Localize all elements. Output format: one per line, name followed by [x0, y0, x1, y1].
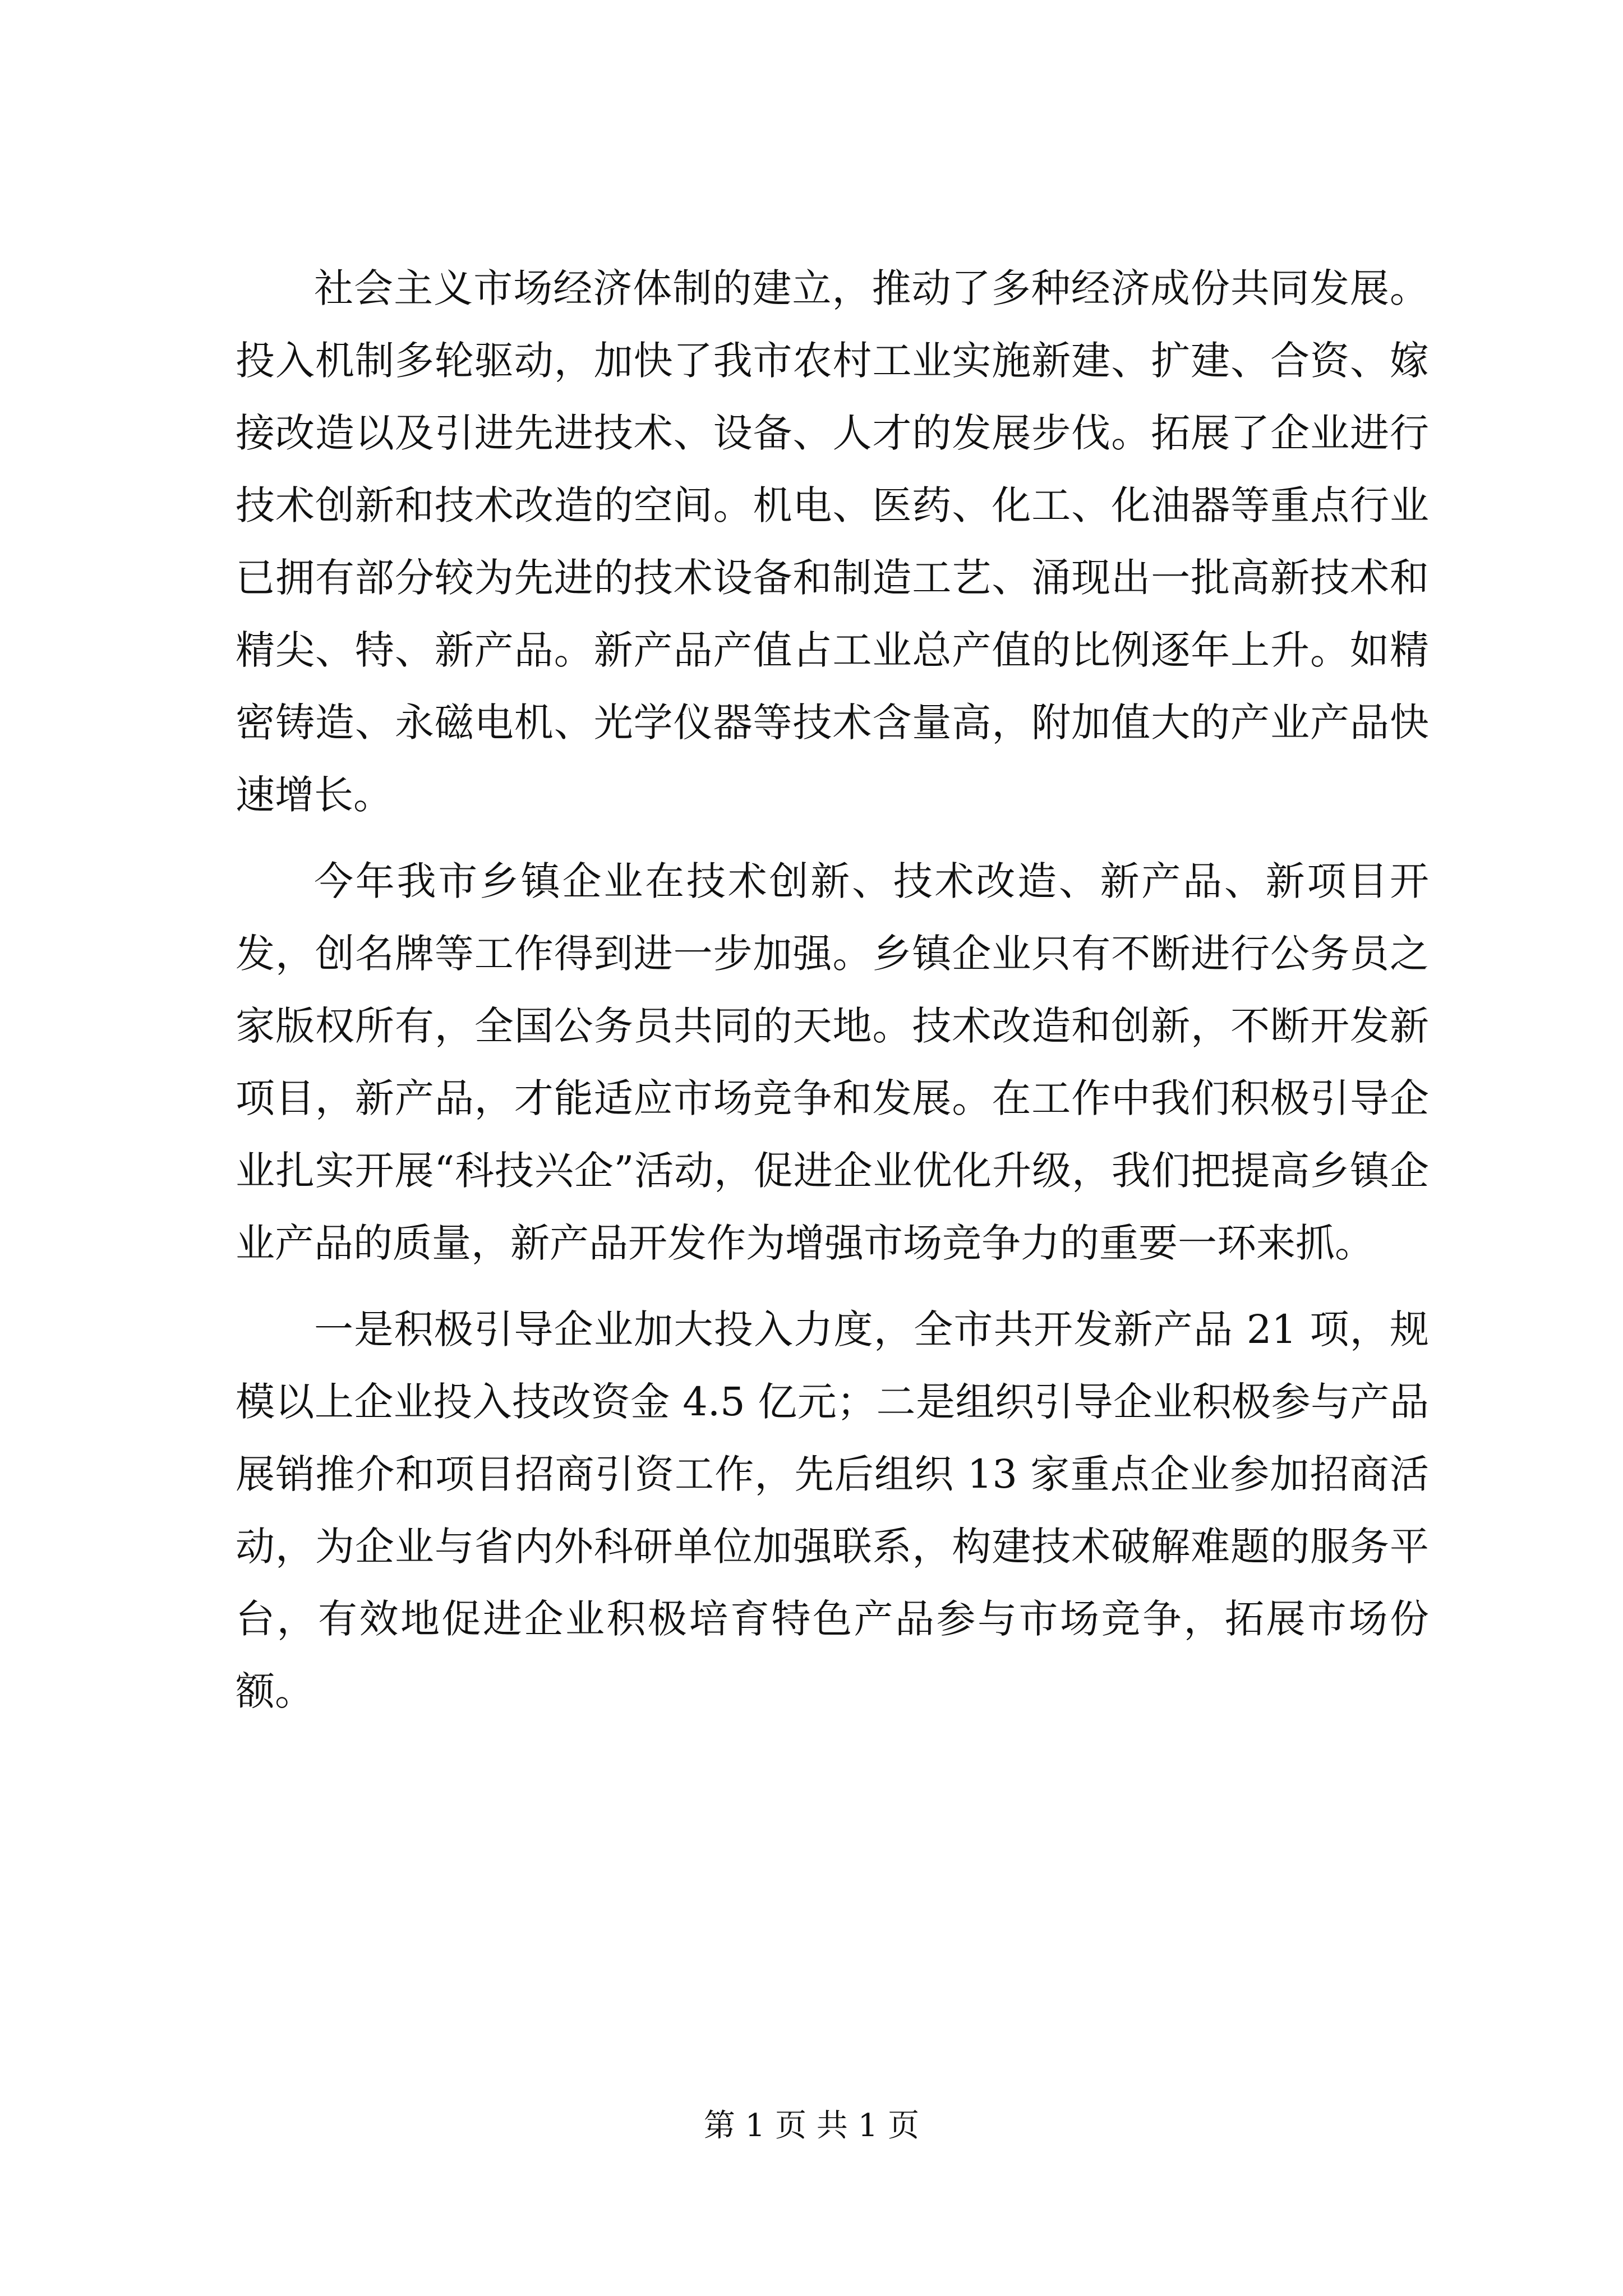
page-number-footer: 第 1 页 共 1 页 — [703, 2108, 920, 2144]
document-body — [236, 252, 1429, 1742]
paragraph-1: 社会主义市场经济体制的建立，推动了多种经济成份共同发展。投入机制多轮驱动，加快了我市农村工业实施新建、扩建、合资、嫁接改造以及引进先进技术、设备、人才的发展步伐。拓展了企业进行技术创新和技术改造的空间。机电、医药、化工、化油器等重点行业已拥有部分较为先进的技术设备和制造工艺、涌现出一批高新技术和精尖、特、新产品。新产品产值占工业总产值的比例逐年上升。如精密铸造、永磁电机、光学仪器等技术含量高，附加值大的产业产品快速增长。 — [236, 265, 1429, 818]
paragraph-2: 今年我市乡镇企业在技术创新、技术改造、新产品、新项目开发，创名牌等工作得到进一步加强。乡镇企业只有不断进行公务员之家版权所有，全国公务员共同的天地。技术改造和创新，不断开发新项目，新产品，才能适应市场竞争和发展。在工作中我们积极引导企业扎实开展“科技兴企”活动，促进企业优化升级，我们把提高乡镇企业产品的质量，新产品开发作为增强市场竞争力的重要一环来抓。 — [236, 858, 1429, 1266]
paragraph-3: 一是积极引导企业加大投入力度，全市共开发新产品 21 项，规模以上企业投入技改资金 4.5 亿元；二是组织引导企业积极参与产品展销推介和项目招商引资工作，先后组织 13 家重点企业参加招商活动，为企业与省内外科研单位加强联系，构建技术破解难题的服务平台，有效地促进企业积极培育特色产品参与市场竞争，拓展市场份额。 — [236, 1306, 1429, 1714]
